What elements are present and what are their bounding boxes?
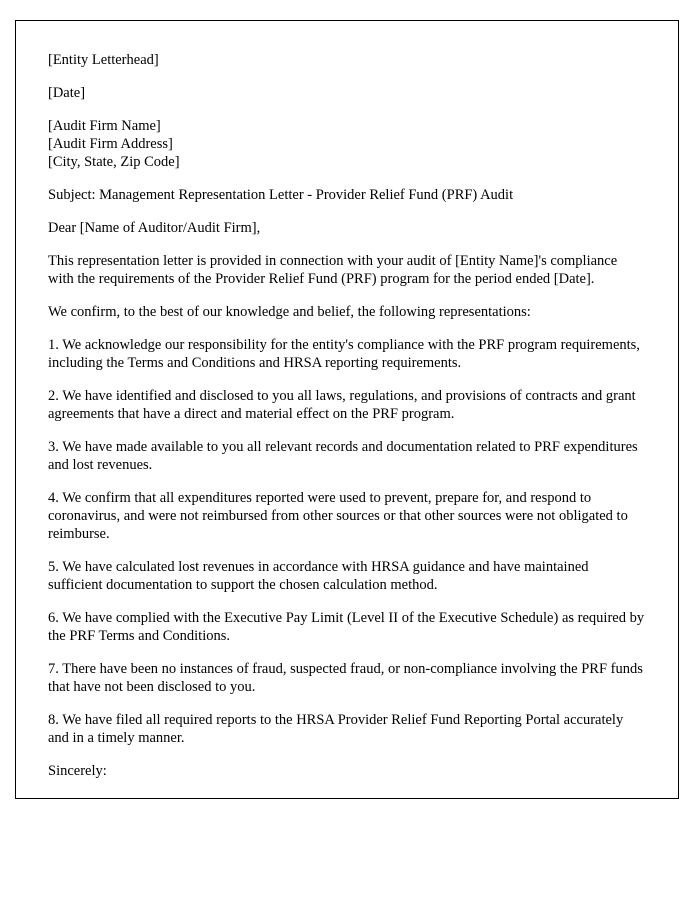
recipient-name: [Audit Firm Name] bbox=[48, 118, 161, 134]
subject-line: Subject: Management Representation Letter - Provider Relief Fund (PRF) Audit bbox=[48, 187, 514, 203]
representation-item-4: 4. We confirm that all expenditures reported were used to prevent, prepare for, and respond to coronavirus, and were not reimbursed from other sources or that other sources were not obligated to reimburse. bbox=[48, 490, 628, 542]
representation-item-5: 5. We have calculated lost revenues in accordance with HRSA guidance and have maintained sufficient documentation to support the chosen calculation method. bbox=[48, 559, 589, 593]
representation-item-1: 1. We acknowledge our responsibility for the entity's compliance with the PRF program requirements, including the Terms and Conditions and HRSA reporting requirements. bbox=[48, 337, 640, 371]
recipient-block bbox=[48, 117, 646, 171]
closing-line: Sincerely: bbox=[48, 763, 107, 779]
recipient-address: [Audit Firm Address] bbox=[48, 136, 173, 152]
confirmation-lead: We confirm, to the best of our knowledge and belief, the following representations: bbox=[48, 304, 531, 320]
letterhead-placeholder: [Entity Letterhead] bbox=[48, 52, 159, 68]
recipient-city-state-zip: [City, State, Zip Code] bbox=[48, 154, 180, 170]
representation-item-8: 8. We have filed all required reports to the HRSA Provider Relief Fund Reporting Portal accurately and in a timely manner. bbox=[48, 712, 624, 746]
intro-paragraph: This representation letter is provided in connection with your audit of [Entity Name]'s compliance with the requirements of the Provider Relief Fund (PRF) program for the period ended [Date]. bbox=[48, 253, 618, 287]
date-placeholder: [Date] bbox=[48, 85, 86, 101]
representation-item-6: 6. We have complied with the Executive Pay Limit (Level II of the Executive Schedule) as required by the PRF Terms and Conditions. bbox=[48, 610, 645, 644]
letter-page bbox=[15, 20, 679, 799]
salutation: Dear [Name of Auditor/Audit Firm], bbox=[48, 220, 261, 236]
representation-item-3: 3. We have made available to you all relevant records and documentation related to PRF expenditures and lost revenues. bbox=[48, 439, 638, 473]
representation-item-7: 7. There have been no instances of fraud, suspected fraud, or non-compliance involving the PRF funds that have not been disclosed to you. bbox=[48, 661, 643, 695]
representation-item-2: 2. We have identified and disclosed to you all laws, regulations, and provisions of contracts and grant agreements that have a direct and material effect on the PRF program. bbox=[48, 388, 636, 422]
